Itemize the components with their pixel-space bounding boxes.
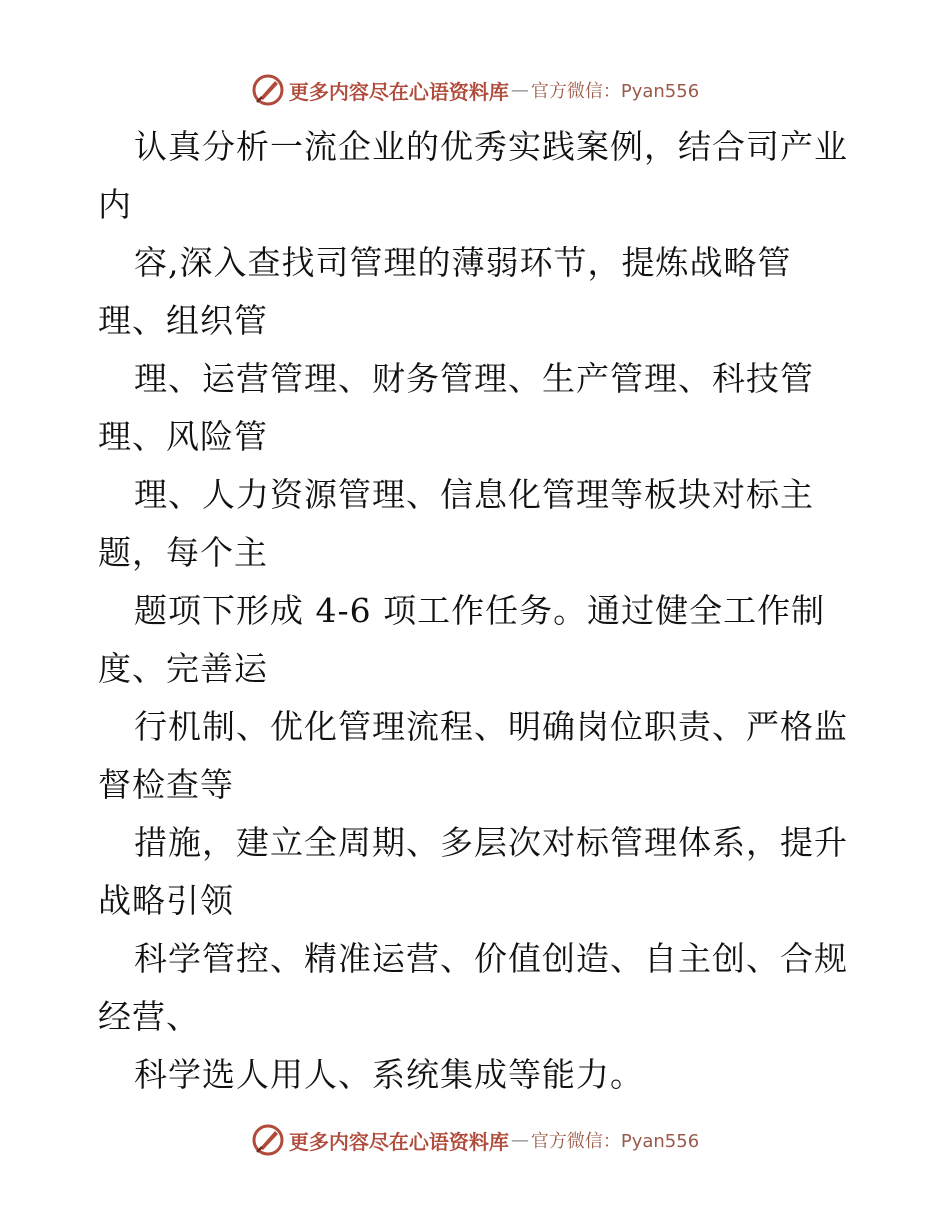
text-line: 理、组织管 xyxy=(98,301,268,340)
banner-contact: 官方微信：Pyan556 xyxy=(530,1131,700,1152)
text-line: 经营、 xyxy=(98,997,200,1036)
text-line: 容,深入查找司管理的薄弱环节，提炼战略管 xyxy=(134,243,792,282)
text-line: 度、完善运 xyxy=(98,649,268,688)
text-line: 理、人力资源管理、信息化管理等板块对标主 xyxy=(134,475,814,514)
header-banner xyxy=(0,70,950,110)
text-line: 战略引领 xyxy=(98,881,234,920)
quill-pen-logo-icon xyxy=(251,1123,285,1157)
banner-separator: — xyxy=(510,79,529,101)
text-line: 理、风险管 xyxy=(98,417,268,456)
text-line: 措施，建立全周期、多层次对标管理体系，提升 xyxy=(134,823,848,862)
document-body xyxy=(98,118,858,1104)
text-line: 科学选人用人、系统集成等能力。 xyxy=(134,1055,644,1094)
text-line: 题，每个主 xyxy=(98,533,268,572)
quill-pen-logo-icon xyxy=(251,73,285,107)
text-line: 内 xyxy=(98,185,132,224)
banner-title: 更多内容尽在心语资料库 xyxy=(288,1129,509,1154)
banner-separator: — xyxy=(510,1129,529,1151)
text-line: 理、运营管理、财务管理、生产管理、科技管 xyxy=(134,359,814,398)
text-line: 认真分析一流企业的优秀实践案例，结合司产业 xyxy=(134,127,848,166)
banner-contact: 官方微信：Pyan556 xyxy=(530,81,700,102)
footer-banner xyxy=(0,1120,950,1160)
text-line: 行机制、优化管理流程、明确岗位职责、严格监 xyxy=(134,707,848,746)
text-line: 督检查等 xyxy=(98,765,234,804)
banner-title: 更多内容尽在心语资料库 xyxy=(288,79,509,104)
text-line: 科学管控、精准运营、价值创造、自主创、合规 xyxy=(134,939,848,978)
text-line: 题项下形成 4-6 项工作任务。通过健全工作制 xyxy=(134,591,826,630)
